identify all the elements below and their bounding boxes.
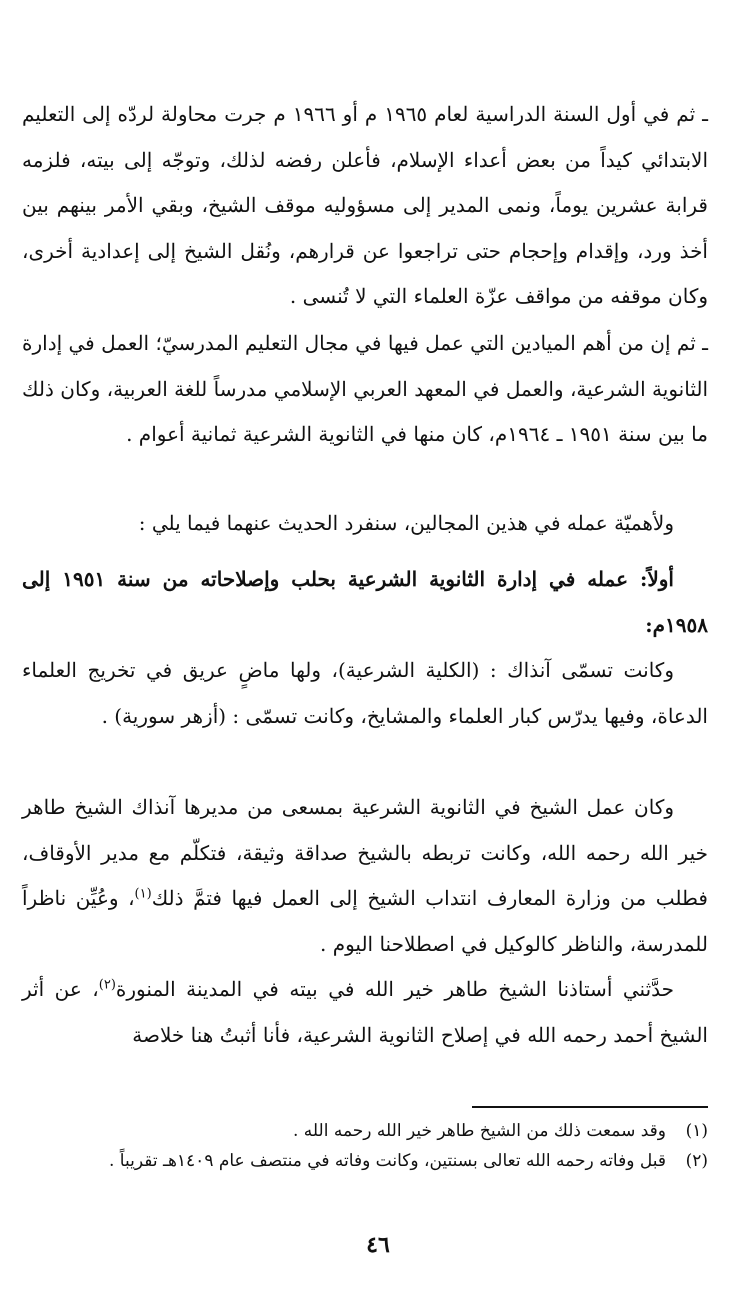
paragraph-3 [22,501,708,547]
footnote-divider [472,1106,708,1108]
page-number: ٤٦ [366,1232,390,1258]
paragraph-text [22,785,708,967]
paragraph-2 [22,321,708,458]
footnote-2 [52,1146,708,1176]
paragraph-6 [22,785,708,967]
paragraph-text [22,967,708,1058]
paragraph-text-part: ، وعُيِّن ناظراً للمدرسة، والناظر كالوكيل في اصطلاحنا اليوم . [22,886,708,956]
footnote-text: وقد سمعت ذلك من الشيخ طاهر خير الله رحمه الله . [293,1121,666,1141]
footnote-1 [52,1116,708,1146]
paragraph-text: ـ ثم إن من أهم الميادين التي عمل فيها في مجال التعليم المدرسيّ؛ العمل في إدارة الثانوية الشرعية، والعمل في المعهد العربي الإسلامي مدرساً للغة العربية، وكان ذلك ما بين سنة ١٩٥١ ـ ١٩٦٤م، كان منها في الثانوية الشرعية ثمانية أعوام . [22,331,709,446]
footnote-text: قبل وفاته رحمه الله تعالى بسنتين، وكانت وفاته في منتصف عام ١٤٠٩هـ تقريباً . [109,1151,666,1171]
paragraph-1 [22,92,708,320]
paragraph-7 [22,967,708,1058]
paragraph-text: وكانت تسمّى آنذاك : (الكلية الشرعية)، ولها ماضٍ عريق في تخريج العلماء الدعاة، وفيها يدرّس كبار العلماء والمشايخ، وكانت تسمّى : (أزهر سورية) . [22,658,708,728]
paragraph-text-part: ، عن أثر الشيخ أحمد رحمه الله في إصلاح الثانوية الشرعية، فأنا أثبتُ هنا خلاصة [22,977,708,1047]
paragraph-text: ولأهميّة عمله في هذين المجالين، سنفرد الحديث عنهما فيما يلي : [138,511,674,535]
paragraph-text-part: وكان عمل الشيخ في الثانوية الشرعية بمسعى من مديرها آنذاك الشيخ طاهر خير الله رحمه الله، وكانت تربطه بالشيخ صداقة وثيقة، فتكلّم مع مدير الأوقاف، فطلب من وزارة المعارف انتداب الشيخ إلى العمل فيها فتمَّ ذلك [22,795,708,910]
footnote-reference: (١) [134,886,152,902]
paragraph-5 [22,648,708,739]
paragraph-text: ـ ثم في أول السنة الدراسية لعام ١٩٦٥ م أو ١٩٦٦ م جرت محاولة لردّه إلى التعليم الابتدائي كيداً من بعض أعداء الإسلام، فأعلن رفضه لذلك، وتوجّه إلى بيته، فلزمه قرابة عشرين يوماً، ونمى المدير إلى مسؤوليه موقف الشيخ، وبقي الأمر بينهم بين أخذ ورد، وإقدام وإحجام حتى تراجعوا عن قرارهم، ونُقل الشيخ إلى إعدادية أخرى، وكان موقفه من مواقف عزّة العلماء التي لا تُنسى . [22,102,708,308]
footnote-number: (٢) [685,1151,708,1171]
footnotes [52,1116,708,1176]
footnote-number: (١) [685,1121,708,1141]
section-heading-text: أولاً: عمله في إدارة الثانوية الشرعية بحلب وإصلاحاته من سنة ١٩٥١ إلى ١٩٥٨م: [22,567,708,637]
footnote-reference: (٢) [98,977,116,993]
section-heading [22,557,708,648]
paragraph-text-part: حدَّثني أستاذنا الشيخ طاهر خير الله في بيته في المدينة المنورة [115,977,674,1001]
